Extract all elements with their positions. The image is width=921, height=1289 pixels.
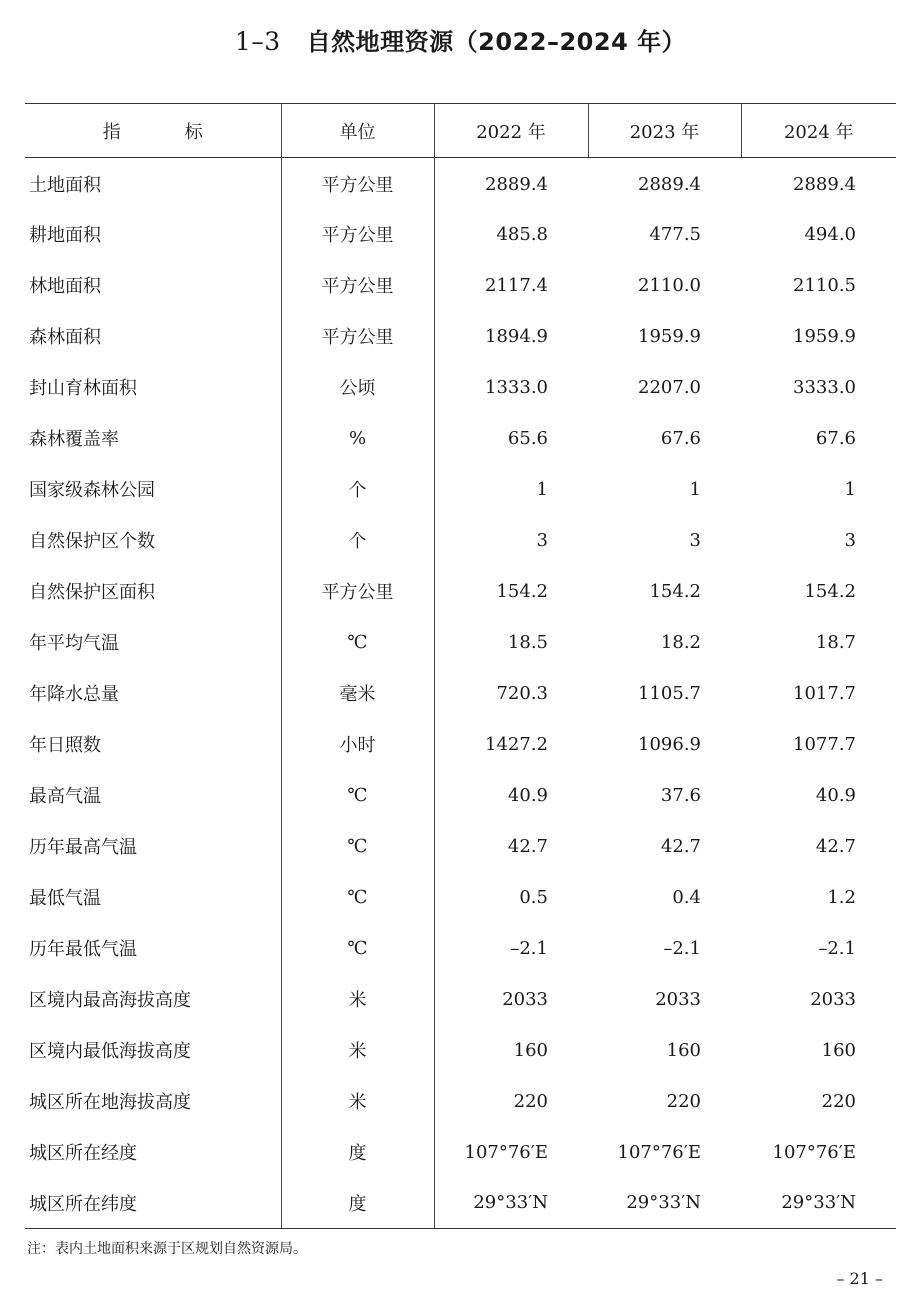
value-2023-cell: 3: [689, 529, 701, 551]
value-2024-cell: –2.1: [818, 937, 856, 959]
indicator-cell: 林地面积: [29, 276, 101, 297]
table-row: [25, 209, 896, 260]
indicator-cell: 土地面积: [29, 175, 101, 197]
unit-cell: 小时: [281, 719, 434, 770]
value-2024-cell: 3: [844, 529, 856, 551]
indicator-cell: 年降水总量: [29, 684, 119, 705]
unit-cell: 度: [281, 1178, 434, 1229]
indicator-cell: 耕地面积: [29, 225, 101, 246]
resource-table: [25, 103, 896, 1229]
value-2022-cell: 1894.9: [434, 311, 588, 362]
value-2023-cell: 29°33′N: [588, 1178, 741, 1229]
value-2022-cell: 720.3: [434, 668, 588, 719]
value-2024-cell: 160: [821, 1039, 856, 1061]
value-2024-cell: 18.7: [815, 631, 856, 653]
value-2024-cell: 29°33′N: [741, 1178, 896, 1229]
indicator-cell: 区境内最高海拔高度: [29, 990, 191, 1011]
value-2022-cell: 2117.4: [434, 260, 588, 311]
table-row: [25, 311, 896, 362]
value-2023-cell: 107°76′E: [617, 1141, 701, 1163]
value-2024-cell: 494.0: [804, 223, 856, 245]
unit-cell: 米: [281, 974, 434, 1025]
value-2024-cell: 2110.5: [793, 274, 856, 296]
table-row: [25, 617, 896, 668]
table-row: [25, 974, 896, 1025]
value-2022-cell: 65.6: [434, 413, 588, 464]
value-2023-cell: 2207.0: [638, 376, 701, 398]
unit-cell: 平方公里: [281, 209, 434, 260]
table-body: [25, 158, 896, 1229]
indicator-cell: 森林覆盖率: [29, 429, 119, 450]
value-2022-cell: 18.5: [434, 617, 588, 668]
table-row: [25, 821, 896, 872]
unit-cell: ℃: [281, 872, 434, 923]
indicator-cell: 区境内最低海拔高度: [29, 1041, 191, 1062]
indicator-cell: 历年最高气温: [29, 837, 137, 858]
table-row: [25, 1127, 896, 1178]
page-number: – 21 –: [836, 1269, 883, 1288]
table-row: [25, 770, 896, 821]
value-2023-cell: 18.2: [660, 631, 701, 653]
indicator-cell: 历年最低气温: [29, 939, 137, 960]
table-row: [25, 1076, 896, 1127]
indicator-cell: 城区所在地海拔高度: [29, 1092, 191, 1113]
unit-cell: 个: [281, 464, 434, 515]
value-2024-cell: 1017.7: [793, 682, 856, 704]
value-2022-cell: 42.7: [434, 821, 588, 872]
footnote: 注：表内土地面积来源于区规划自然资源局。: [27, 1241, 307, 1257]
table-row: [25, 515, 896, 566]
page-title: [0, 22, 921, 57]
value-2022-cell: 160: [434, 1025, 588, 1076]
unit-cell: 平方公里: [281, 158, 434, 209]
value-2022-cell: –2.1: [434, 923, 588, 974]
value-2024-cell: 154.2: [804, 580, 856, 602]
value-2022-cell: 2889.4: [434, 158, 588, 209]
table-row: [25, 413, 896, 464]
value-2023-cell: 220: [666, 1090, 701, 1112]
value-2022-cell: 107°76′E: [434, 1127, 588, 1178]
value-2022-cell: 29°33′N: [434, 1178, 588, 1229]
header-2022: 2022 年: [434, 104, 588, 158]
unit-cell: 个: [281, 515, 434, 566]
value-2022-cell: 2033: [434, 974, 588, 1025]
table-row: [25, 923, 896, 974]
table-row: [25, 872, 896, 923]
unit-cell: 平方公里: [281, 260, 434, 311]
value-2022-cell: 485.8: [434, 209, 588, 260]
value-2023-cell: 2033: [655, 988, 701, 1010]
value-2024-cell: 2889.4: [793, 173, 856, 195]
header-unit: 单位: [281, 104, 434, 158]
indicator-cell: 国家级森林公园: [29, 480, 155, 501]
table-header-row: [25, 104, 896, 158]
unit-cell: 平方公里: [281, 566, 434, 617]
table-row: [25, 464, 896, 515]
table-row: [25, 260, 896, 311]
unit-cell: ℃: [281, 770, 434, 821]
unit-cell: ℃: [281, 923, 434, 974]
header-indicator-a: 指: [102, 121, 121, 143]
header-2024: 2024 年: [741, 104, 896, 158]
value-2022-cell: 40.9: [434, 770, 588, 821]
value-2024-cell: 1.2: [827, 886, 856, 908]
indicator-cell: 年日照数: [29, 735, 101, 756]
unit-cell: 度: [281, 1127, 434, 1178]
table-row: [25, 1025, 896, 1076]
value-2024-cell: 67.6: [815, 427, 856, 449]
value-2022-cell: 154.2: [434, 566, 588, 617]
table-row: [25, 668, 896, 719]
value-2023-cell: 2110.0: [638, 274, 701, 296]
indicator-cell: 森林面积: [29, 327, 101, 348]
value-2023-cell: 2889.4: [638, 173, 701, 195]
header-2023: 2023 年: [588, 104, 741, 158]
value-2024-cell: 1: [844, 478, 856, 500]
unit-cell: 公顷: [281, 362, 434, 413]
unit-cell: 米: [281, 1076, 434, 1127]
value-2024-cell: 107°76′E: [772, 1141, 856, 1163]
value-2023-cell: 1: [689, 478, 701, 500]
value-2024-cell: 1077.7: [793, 733, 856, 755]
indicator-cell: 城区所在纬度: [25, 1178, 281, 1229]
value-2024-cell: 2033: [810, 988, 856, 1010]
value-2024-cell: 220: [821, 1090, 856, 1112]
unit-cell: 平方公里: [281, 311, 434, 362]
value-2023-cell: 1105.7: [638, 682, 701, 704]
value-2022-cell: 1333.0: [434, 362, 588, 413]
table-number: 1–3: [234, 27, 281, 56]
value-2023-cell: 37.6: [660, 784, 701, 806]
indicator-cell: 封山育林面积: [29, 378, 137, 399]
indicator-cell: 最低气温: [29, 888, 101, 909]
unit-cell: %: [281, 413, 434, 464]
table-row: [25, 1178, 896, 1229]
value-2023-cell: 0.4: [672, 886, 701, 908]
table-title: 自然地理资源（2022–2024 年）: [306, 28, 687, 56]
value-2023-cell: 160: [666, 1039, 701, 1061]
unit-cell: 毫米: [281, 668, 434, 719]
header-indicator: [25, 104, 281, 158]
value-2024-cell: 42.7: [815, 835, 856, 857]
value-2022-cell: 0.5: [434, 872, 588, 923]
table-row: [25, 719, 896, 770]
value-2023-cell: 42.7: [660, 835, 701, 857]
value-2022-cell: 1: [434, 464, 588, 515]
indicator-cell: 城区所在经度: [29, 1143, 137, 1164]
value-2023-cell: 477.5: [649, 223, 701, 245]
value-2023-cell: 67.6: [660, 427, 701, 449]
value-2023-cell: –2.1: [663, 937, 701, 959]
unit-cell: ℃: [281, 617, 434, 668]
table-row: [25, 158, 896, 209]
table-row: [25, 566, 896, 617]
indicator-cell: 自然保护区面积: [29, 582, 155, 603]
value-2024-cell: 3333.0: [793, 376, 856, 398]
unit-cell: ℃: [281, 821, 434, 872]
value-2022-cell: 3: [434, 515, 588, 566]
unit-cell: 米: [281, 1025, 434, 1076]
value-2023-cell: 1096.9: [638, 733, 701, 755]
indicator-cell: 年平均气温: [29, 633, 119, 654]
value-2022-cell: 220: [434, 1076, 588, 1127]
indicator-cell: 最高气温: [29, 786, 101, 807]
value-2023-cell: 1959.9: [638, 325, 701, 347]
value-2023-cell: 154.2: [649, 580, 701, 602]
indicator-cell: 自然保护区个数: [29, 531, 155, 552]
value-2022-cell: 1427.2: [434, 719, 588, 770]
value-2024-cell: 40.9: [815, 784, 856, 806]
value-2024-cell: 1959.9: [793, 325, 856, 347]
table-row: [25, 362, 896, 413]
header-indicator-b: 标: [184, 121, 203, 143]
